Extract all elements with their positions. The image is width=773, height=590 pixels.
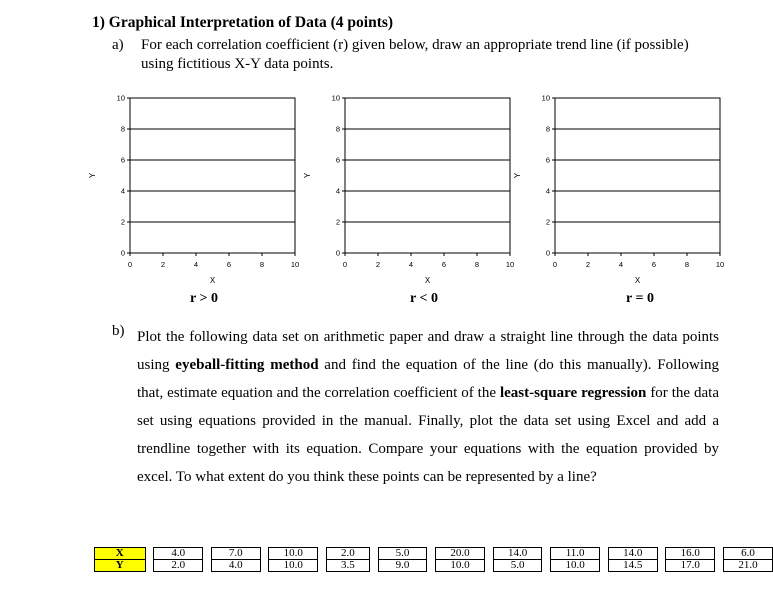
part-b-text-3: for the data set using equations provided in the manual. Finally, plot the data set using Excel and add a trendline together with its equation. Compare your equations with the equation provided by excel. To what extent do you think these points can be represented by a line? bbox=[137, 385, 719, 485]
table-gap bbox=[542, 548, 551, 560]
x-tick-label: 8 bbox=[259, 260, 265, 269]
part-b-label: b) bbox=[112, 323, 125, 339]
y-tick-label: 10 bbox=[331, 93, 340, 103]
y-tick-label: 0 bbox=[120, 248, 125, 258]
table-row-x bbox=[95, 548, 773, 560]
y-tick-label: 6 bbox=[545, 155, 550, 165]
table-cell: 2.0 bbox=[154, 560, 203, 572]
table-cell: 3.5 bbox=[327, 560, 370, 572]
table-gap bbox=[427, 560, 436, 572]
x-tick-label: 0 bbox=[342, 260, 348, 269]
question-title: 1) Graphical Interpretation of Data (4 points) bbox=[92, 14, 394, 31]
y-tick-label: 8 bbox=[120, 124, 125, 134]
y-tick-label: 2 bbox=[545, 217, 550, 227]
y-axis-label: Y bbox=[513, 172, 522, 179]
table-cell: 10.0 bbox=[551, 560, 600, 572]
table-cell: 14.0 bbox=[608, 548, 657, 560]
x-tick-label: 2 bbox=[160, 260, 166, 269]
x-tick-label: 4 bbox=[618, 260, 624, 269]
graph-r-negative bbox=[305, 90, 525, 290]
data-table bbox=[94, 547, 773, 572]
table-cell: 20.0 bbox=[436, 548, 485, 560]
table-cell: 21.0 bbox=[724, 560, 773, 572]
y-tick-label: 2 bbox=[120, 217, 125, 227]
table-gap bbox=[599, 560, 608, 572]
x-tick-label: 6 bbox=[226, 260, 232, 269]
x-axis-label: X bbox=[209, 276, 216, 285]
table-gap bbox=[203, 560, 212, 572]
table-cell: 5.0 bbox=[378, 548, 427, 560]
y-tick-label: 0 bbox=[335, 248, 340, 258]
plot-area bbox=[130, 98, 295, 253]
y-tick-label: 2 bbox=[335, 217, 340, 227]
x-tick-label: 6 bbox=[441, 260, 447, 269]
table-cell: 9.0 bbox=[378, 560, 427, 572]
table-gap bbox=[260, 548, 269, 560]
part-b-bold-eyeball: eyeball-fitting method bbox=[175, 357, 319, 373]
table-cell: 17.0 bbox=[666, 560, 715, 572]
plot-area bbox=[345, 98, 510, 253]
table-cell: 11.0 bbox=[551, 548, 600, 560]
table-gap bbox=[145, 560, 154, 572]
x-tick-label: 0 bbox=[552, 260, 558, 269]
table-cell: 4.0 bbox=[154, 548, 203, 560]
graph-r-zero bbox=[515, 90, 735, 290]
table-row-y bbox=[95, 560, 773, 572]
graph-r-positive bbox=[90, 90, 310, 290]
part-b-text-1: Plot the following data set on arithmetic paper and draw a straight line through the data points using bbox=[137, 329, 719, 373]
graph-caption-r-positive: r > 0 bbox=[190, 291, 218, 306]
table-gap bbox=[599, 548, 608, 560]
y-tick-label: 6 bbox=[335, 155, 340, 165]
plot-area bbox=[555, 98, 720, 253]
x-tick-label: 0 bbox=[127, 260, 133, 269]
table-gap bbox=[318, 548, 327, 560]
part-a-text: For each correlation coefficient (r) given below, draw an appropriate trend line (if possible) using fictitious X-Y data points. bbox=[141, 37, 689, 72]
table-gap bbox=[657, 560, 666, 572]
table-gap bbox=[260, 560, 269, 572]
x-tick-label: 10 bbox=[290, 260, 300, 269]
x-tick-label: 10 bbox=[505, 260, 515, 269]
part-a-label: a) bbox=[112, 37, 124, 53]
y-tick-label: 4 bbox=[545, 186, 550, 196]
table-cell: 10.0 bbox=[269, 548, 318, 560]
y-axis-label: Y bbox=[303, 172, 312, 179]
x-axis-label: X bbox=[634, 276, 641, 285]
table-gap bbox=[318, 560, 327, 572]
x-tick-label: 10 bbox=[715, 260, 725, 269]
x-tick-label: 2 bbox=[585, 260, 591, 269]
table-cell: 16.0 bbox=[666, 548, 715, 560]
table-cell: 10.0 bbox=[436, 560, 485, 572]
x-tick-label: 4 bbox=[193, 260, 199, 269]
x-tick-label: 4 bbox=[408, 260, 414, 269]
x-tick-label: 8 bbox=[684, 260, 690, 269]
table-cell: 4.0 bbox=[211, 560, 260, 572]
table-cell: 2.0 bbox=[327, 548, 370, 560]
graph-caption-r-negative: r < 0 bbox=[410, 291, 438, 306]
table-gap bbox=[145, 548, 154, 560]
y-tick-label: 4 bbox=[120, 186, 125, 196]
table-gap bbox=[484, 548, 493, 560]
table-gap bbox=[542, 560, 551, 572]
table-cell: 14.0 bbox=[493, 548, 542, 560]
table-gap bbox=[484, 560, 493, 572]
x-tick-label: 8 bbox=[474, 260, 480, 269]
table-gap bbox=[369, 548, 378, 560]
table-cell: 10.0 bbox=[269, 560, 318, 572]
y-axis-label: Y bbox=[88, 172, 97, 179]
table-gap bbox=[715, 548, 724, 560]
y-tick-label: 4 bbox=[335, 186, 340, 196]
table-header-y: Y bbox=[95, 560, 146, 572]
table-gap bbox=[427, 548, 436, 560]
y-tick-label: 8 bbox=[545, 124, 550, 134]
y-tick-label: 10 bbox=[116, 93, 125, 103]
y-tick-label: 0 bbox=[545, 248, 550, 258]
graph-caption-r-zero: r = 0 bbox=[626, 291, 654, 306]
y-tick-label: 8 bbox=[335, 124, 340, 134]
x-axis-label: X bbox=[424, 276, 431, 285]
table-cell: 6.0 bbox=[724, 548, 773, 560]
part-b-text-2: and find the equation of the line (do this manually). Following that, estimate equation and the correlation coefficient of the bbox=[137, 357, 719, 401]
table-cell: 5.0 bbox=[493, 560, 542, 572]
y-tick-label: 6 bbox=[120, 155, 125, 165]
table-header-x: X bbox=[95, 548, 146, 560]
table-gap bbox=[715, 560, 724, 572]
part-b-text bbox=[137, 323, 719, 491]
table-cell: 14.5 bbox=[608, 560, 657, 572]
x-tick-label: 6 bbox=[651, 260, 657, 269]
table-gap bbox=[657, 548, 666, 560]
y-tick-label: 10 bbox=[541, 93, 550, 103]
table-cell: 7.0 bbox=[211, 548, 260, 560]
part-b-bold-least-square: least-square regression bbox=[499, 385, 647, 401]
table-gap bbox=[369, 560, 378, 572]
table-gap bbox=[203, 548, 212, 560]
x-tick-label: 2 bbox=[375, 260, 381, 269]
